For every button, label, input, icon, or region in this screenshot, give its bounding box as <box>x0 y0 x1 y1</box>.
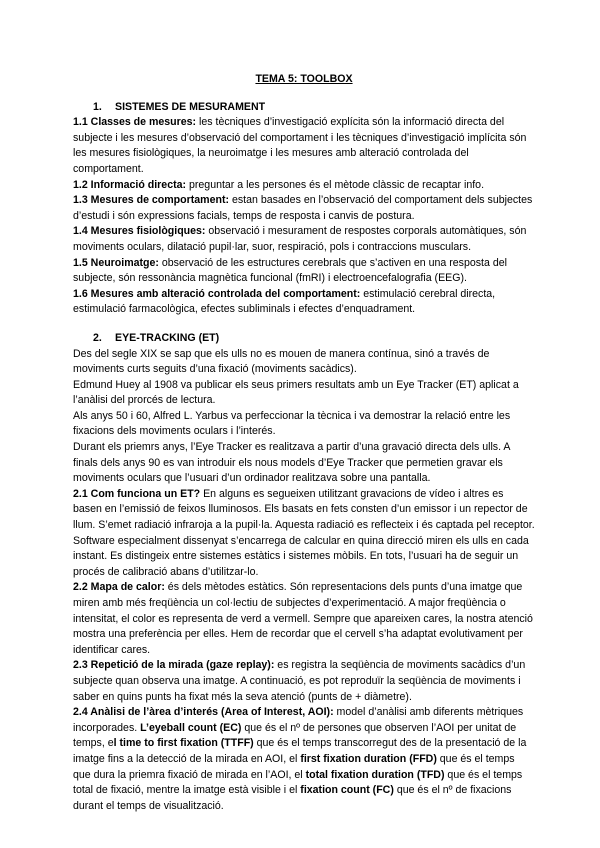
paragraph-1-3 <box>73 193 535 224</box>
paragraph-2-intro-3: Als anys 50 i 60, Alfred L. Yarbus va perfeccionar la tècnica i va demostrar la relació entre les fixacions dels moviments oculars i l’interés. <box>73 409 511 438</box>
paragraph-2-intro-2: Edmund Huey al 1908 va publicar els seus primers resultats amb un Eye Tracker (ET) aplicat a l’anàlisi del prorcés de lectura. <box>73 378 519 407</box>
term-text: que és el temps transcorregut des de la presentació de la imatge fins a la detecció de la mirada en AOI, el <box>73 737 527 765</box>
term-text: preguntar a les persones és el mètode clàssic de recaptar info. <box>186 178 485 191</box>
term-label: 1.1 Classes de mesures: <box>73 116 197 129</box>
term-label: 2.2 Mapa de calor: <box>73 581 165 594</box>
paragraph-2-1 <box>73 487 535 581</box>
paragraph-2-2 <box>73 580 535 658</box>
term-text: estan basades en l’observació del comportament dels subjectes d’estudi i són expressions facials, temps de resposta i canvis de postura. <box>73 194 533 222</box>
term-label: fixation count (FC) <box>300 784 394 797</box>
term-label: first fixation duration (FFD) <box>300 752 437 765</box>
paragraph-2-intro-4: Durant els priemrs anys, l’Eye Tracker es realitzava a partir d’una gravació directa dels ulls. A finals dels anys 90 es van introduir els nous models d’Eye Tracker que permetien gravar els moviments oculars que l’usuari d’un ordinador realitzava sobre una pantalla. <box>73 441 510 485</box>
section-number: 2. <box>93 331 102 344</box>
term-label: 1.4 Mesures fisiològiques: <box>73 225 206 238</box>
paragraph-2-4 <box>73 705 535 814</box>
term-label: 1.5 Neuroimatge: <box>73 256 159 269</box>
term-text: observació de les estructures cerebrals que s’activen en una resposta del subjecte, són ressonància magnètica funcional (fmRI) i electroencefalografia (EEG). <box>73 256 507 285</box>
term-label: 2.3 Repetició de la mirada (gaze replay): <box>73 659 275 672</box>
spacer <box>73 318 535 331</box>
term-text: que és el nº de fixacions durant el temps de visualització. <box>73 784 512 812</box>
term-text: estimulació cerebral directa, estimulació farmacològica, efectes subliminals i efectes d’enquadrament. <box>73 287 496 316</box>
section-title: SISTEMES DE MESURAMENT <box>115 100 266 113</box>
term-text: model d’anàlisi amb diferents mètriques incorporades. <box>73 706 524 734</box>
term-label: total fixation duration (TFD) <box>305 768 445 781</box>
term-label: 1.3 Mesures de comportament: <box>73 194 230 207</box>
term-text: és dels mètodes estàtics. Són representacions dels punts d’una imatge que miren amb més freqüència un col·lectiu de subjectes d’experimentació. A major freqüència o intensitat, el color es representa de verd a vermell. Sempre que apareixen cares, la nostra atenció mostra una preferència per elles. Hem de recordar que el cervell s’ha adaptat evolutivament per identificar cares. <box>73 581 533 656</box>
term-label: 2.4 Anàlisi de l’àrea d’interés (Area of Interest, AOI): <box>73 706 334 719</box>
term-text: que és el nº de persones que observen l’AOI per unitat de temps, e <box>73 721 517 750</box>
document-title: TEMA 5: TOOLBOX <box>255 73 353 85</box>
paragraph-2-3 <box>73 658 535 705</box>
document-page <box>73 72 535 814</box>
term-label: 2.1 Com funciona un ET? <box>73 487 201 500</box>
term-text: que és el temps total de fixació, mentre la imatge està visible i el <box>73 768 523 797</box>
section-heading-1 <box>73 100 535 116</box>
paragraph-1-5 <box>73 256 535 287</box>
term-label: l time to first fixation (TTFF) <box>113 737 254 750</box>
term-label: 1.6 Mesures amb alteració controlada del comportament: <box>73 287 361 300</box>
term-label: 1.2 Informació directa: <box>73 178 187 191</box>
paragraph-1-4 <box>73 224 535 255</box>
paragraph-1-6 <box>73 287 535 318</box>
term-text: observació i mesurament de respostes corporals automàtiques, són moviments oculars, dilatació pupil·lar, suor, respiració, pols i contraccions musculars. <box>73 225 527 253</box>
section-number: 1. <box>93 100 102 113</box>
term-text: les tècniques d’investigació explícita són la informació directa del subjecte i les mesures d’observació del comportament i les tècniques d’investigació implícita són les mesures fisiològiques, la neuroimatge i les mesures amb alteració controlada del comportament. <box>73 116 527 175</box>
paragraph-2-intro-1: Des del segle XIX se sap que els ulls no es mouen de manera contínua, sinó a través de moviments curts seguits d’una fixació (moviments sacàdics). <box>73 347 490 376</box>
term-label: L’eyeball count (EC) <box>140 721 242 734</box>
term-text: que és el temps que dura la priemra fixació de mirada en l’AOI, el <box>73 752 515 781</box>
term-text: es registra la seqüència de moviments sacàdics d’un subjecte quan observa una imatge. A continuació, es pot reproduïr la seqüència de moviments i saber en quins punts ha fixat més la seva atenció (punts de + diàmetre). <box>73 659 526 703</box>
term-text: En alguns es segueixen utilitzant gravacions de vídeo i altres es basen en l’emissió de feixos lluminosos. Els basats en fets consten d’un emissor i un repector de llum. S’emet radiació infraroja a la pupil·la. Aquesta radiació es reflecteix i és captada pel receptor. Software especialment dissenyat s’encarrega de calcular en quina direcció miren els ulls en cada instant. Es distingeix entre sistemes estàtics i sistemes mòbils. En tots, l’usuari ha de seguir un procés de calibració abans d’utilitzar-lo. <box>73 487 535 578</box>
paragraph-1-2 <box>73 178 535 194</box>
paragraph-1-1 <box>73 115 535 177</box>
section-title: EYE-TRACKING (ET) <box>115 331 220 344</box>
section-heading-2 <box>73 331 535 347</box>
